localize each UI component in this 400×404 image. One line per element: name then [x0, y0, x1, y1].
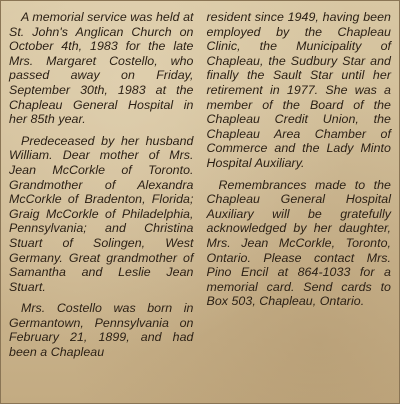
paragraph-memorial-service: A memorial service was held at St. John's Anglican Church on October 4th, 1983 for the late Mrs. Margaret Costello, who passed away on Friday, September 30th, 1983 at the Chapleau General Hospital in her 85th year. [9, 10, 194, 127]
paragraph-remembrances: Remembrances made to the Chapleau General Hospital Auxiliary will be gratefully acknowledged by her daughter, Mrs. Jean McCorkle, Toronto, Ontario. Please contact Mrs. Pino Encil at 864-1033 for a memorial card. Send cards to Box 503, Chapleau, Ontario. [206, 177, 391, 309]
paragraph-birth: Mrs. Costello was born in Germantown, Pennsylvania on February 21, 1899, and had been a Chapleau [9, 301, 194, 360]
paragraph-family: Predeceased by her husband William. Dear mother of Mrs. Jean McCorkle of Toronto. Grandmother of Alexandra McCorkle of Bradenton, Florida; Graig McCorkle of Philadelphia, Pennsylvania; and Christina Stuart of Solingen, West Germany. Great grandmother of Samantha and Leslie Jean Stuart. [9, 133, 194, 294]
paragraph-career: resident since 1949, having been employed by the Chapleau Clinic, the Municipality of Chapleau, the Sudbury Star and finally the Sault Star until her retirement in 1977. She was a member of the Board of the Chapleau Credit Union, the Chapleau Area Chamber of Commerce and the Lady Minto Hospital Auxiliary. [206, 10, 391, 170]
left-column [9, 10, 194, 397]
right-column [207, 10, 392, 397]
article-columns [9, 10, 391, 397]
